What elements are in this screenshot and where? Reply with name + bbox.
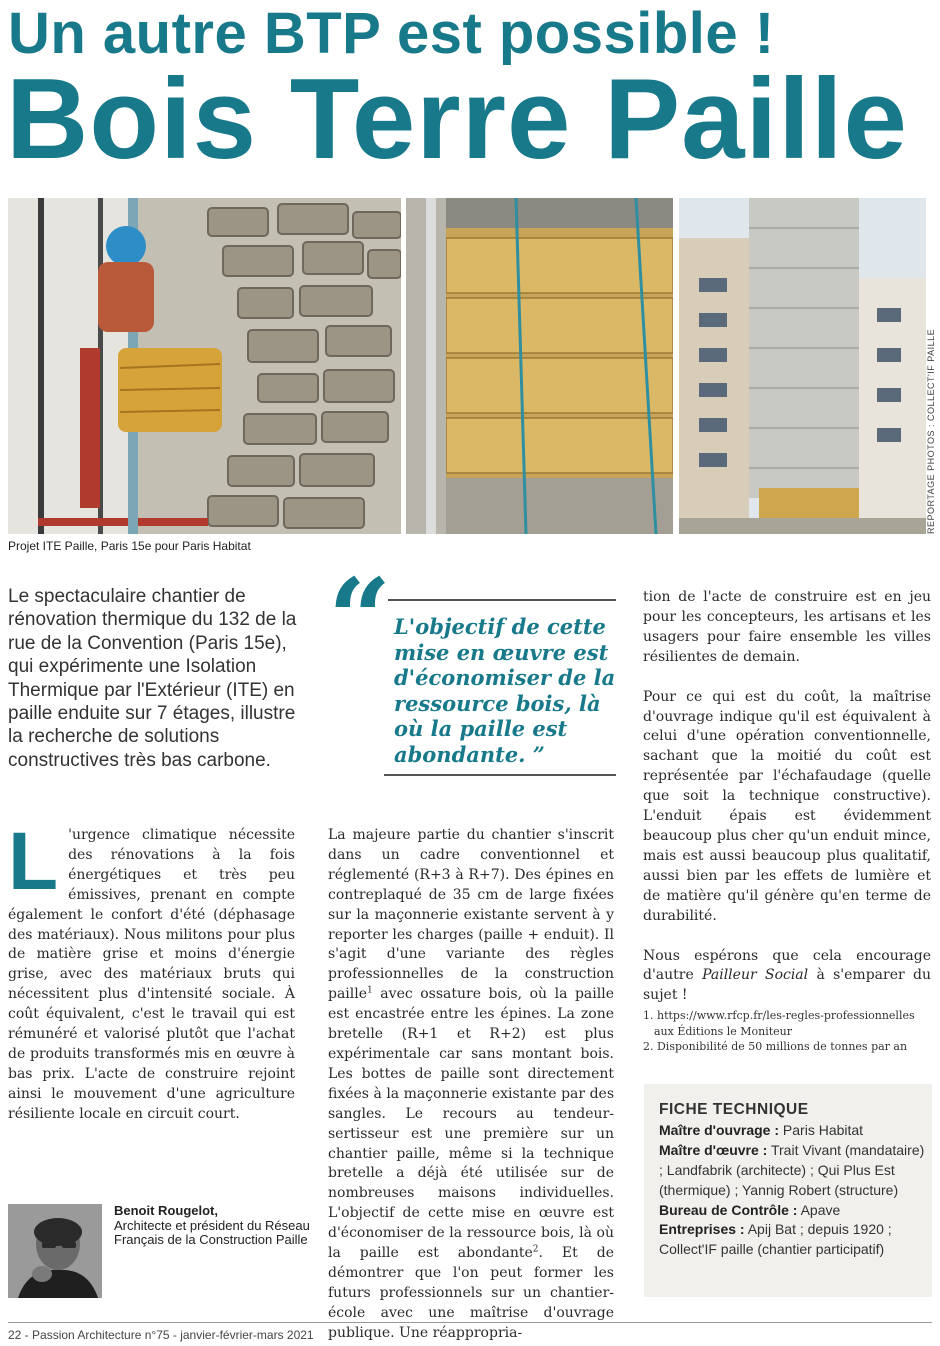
drop-cap: L — [8, 816, 59, 907]
fiche-moa-value: Paris Habitat — [779, 1121, 864, 1138]
col2-text-b: avec ossature bois, où la paille est encastrée entre les épines. La zone bretelle (R+1 et R+2) est plus expérimentale car sans montant bois. Les bottes de paille sont directement fixées à la maçonnerie existante par des sangles. Le recours au tendeur-sertisseur est une première sur un chantier paille, même si la technique bretelle a déjà été utilisée sur de nombreuses maisons individuelles. L'objectif de cette mise en œuvre est d'économiser de la ressource bois, là où la paille est abondante — [328, 986, 614, 1262]
fiche-bc-value: Apave — [797, 1201, 841, 1218]
photo-building-scaffold — [679, 198, 926, 534]
fiche-entreprises — [659, 1220, 932, 1260]
fiche-ent-value: Apij Bat ; depuis 1920 ; Collect'IF paille (chantier participatif) — [659, 1221, 892, 1258]
col1-text: 'urgence climatique nécessite des rénovations à la fois énergétiques et très peu émissives, prenant en compte également le confort d'été (déphasage des matériaux). Nous militons pour plus de matière grise et moins d'énergie grise, avec des matériaux bruts qui nécessitent plus d'intensité sociale. À coût équivalent, c'est le travail qui est rémunéré et valorisé plutôt que l'achat de produits transformés mis en œuvre à bas prix. L'acte de construire rejoint ainsi le mouvement d'une agriculture résiliente locale en circuit court. — [8, 827, 295, 1122]
footnote-ref-1: 1 — [367, 985, 373, 996]
col3-paragraph-2: Pour ce qui est du coût, la maîtrise d'ouvrage indique qu'il est équivalent à celui d'une opération conventionnelle, sachant que la moitié du coût est représentée par l'échafaudage (quelle que soit la technique constructive). L'enduit épais est évidemment beaucoup plus cher qu'un enduit mince, mais est aussi beaucoup plus qualitatif, aussi bien par les effets de lumière et de matière qu'il génère qu'en terme de durabilité. — [643, 688, 931, 924]
fiche-moe-value: Trait Vivant (mandataire) ; Landfabrik (architecte) ; Qui Plus Est (thermique) ; Yannig Robert (structure) — [659, 1141, 925, 1198]
fiche-ent-label: Entreprises : — [659, 1221, 745, 1238]
fiche-title: FICHE TECHNIQUE — [659, 1101, 809, 1118]
page-title: Bois Terre Paille — [6, 56, 908, 183]
article-column-2 — [328, 826, 614, 1344]
footnote-1: 1. https://www.rfcp.fr/les-regles-professionnelles — [643, 1009, 915, 1022]
fiche-maitre-ouvrage — [659, 1121, 932, 1141]
fiche-bureau-controle — [659, 1201, 932, 1221]
quote-rule-top — [388, 599, 616, 601]
col3-paragraph-3 — [643, 947, 931, 1007]
article-column-3 — [643, 588, 931, 1006]
pull-quote — [328, 554, 616, 778]
col3-p3-em: Pailleur Social — [702, 967, 809, 984]
footnote-ref-2: 2 — [532, 1244, 539, 1255]
col3-p3-a: Nous espérons que cela encourage d'autre — [643, 947, 931, 984]
pull-quote-text: L'objectif de cette mise en œuvre est d'économiser de la ressource bois, là où la paille est abondante. ” — [394, 614, 616, 767]
author-avatar — [8, 1204, 102, 1298]
footnotes — [643, 1008, 938, 1055]
photo-caption-text: Projet ITE Paille, Paris 15e pour Paris Habitat — [8, 539, 251, 553]
quote-mark-icon: “ — [328, 554, 392, 683]
fiche-bc-label: Bureau de Contrôle : — [659, 1201, 798, 1218]
kicker-title: Un autre BTP est possible ! — [8, 1, 775, 66]
col2-text-a: La majeure partie du chantier s'inscrit dans un cadre conventionnel et réglementé (R+3 à R+7). Des épines en contreplaqué de 35 cm de large fixées sur la maçonnerie existante servent à y reporter les charges (paille + enduit). Il s'agit d'une variante des règles professionnelles de la construction paille — [328, 827, 614, 1003]
col3-paragraph-1: tion de l'acte de construire est en jeu pour les concepteurs, les artisans et les usagers pour faire ensemble les villes résilientes de demain. — [643, 589, 931, 665]
footnote-2: 2. Disponibilité de 50 millions de tonnes par an — [643, 1040, 908, 1053]
col2-text-c: . Et de démontrer que l'on peut former les futurs professionnels sur un chantier-école avec une maîtrise d'ouvrage publique. Une réappropria- — [328, 1245, 614, 1341]
author-role: Architecte et président du Réseau Français de la Construction Paille — [114, 1217, 310, 1248]
lede-paragraph: Le spectaculaire chantier de rénovation thermique du 132 de la rue de la Convention (Paris 15e), qui expérimente une Isolation Thermique par l'Extérieur (ITE) en paille enduite sur 7 étages, illustre la recherche de solutions constructives très bas carbone. — [8, 586, 297, 771]
fiche-maitre-oeuvre — [659, 1141, 932, 1201]
photo-worker-straw-bale — [8, 198, 401, 534]
footnote-1-continued: aux Éditions le Moniteur — [654, 1024, 793, 1038]
col3-p3-b: à s'emparer du sujet ! — [643, 967, 931, 1004]
quote-rule-bottom — [384, 774, 616, 776]
author-name: Benoit Rougelot, — [114, 1203, 218, 1218]
footer-divider — [8, 1322, 932, 1323]
photo-credit: REPORTAGE PHOTOS : COLLECT'IF PAILLE — [926, 328, 936, 534]
fiche-technique-box — [644, 1084, 932, 1297]
photo-caption — [8, 539, 251, 553]
page-footer: 22 - Passion Architecture n°75 - janvier-février-mars 2021 — [8, 1328, 314, 1342]
author-block — [114, 1204, 314, 1248]
fiche-moa-label: Maître d'ouvrage : — [659, 1121, 780, 1138]
photo-straw-wall — [406, 198, 673, 534]
fiche-moe-label: Maître d'œuvre : — [659, 1141, 768, 1158]
article-column-1 — [8, 816, 295, 1125]
